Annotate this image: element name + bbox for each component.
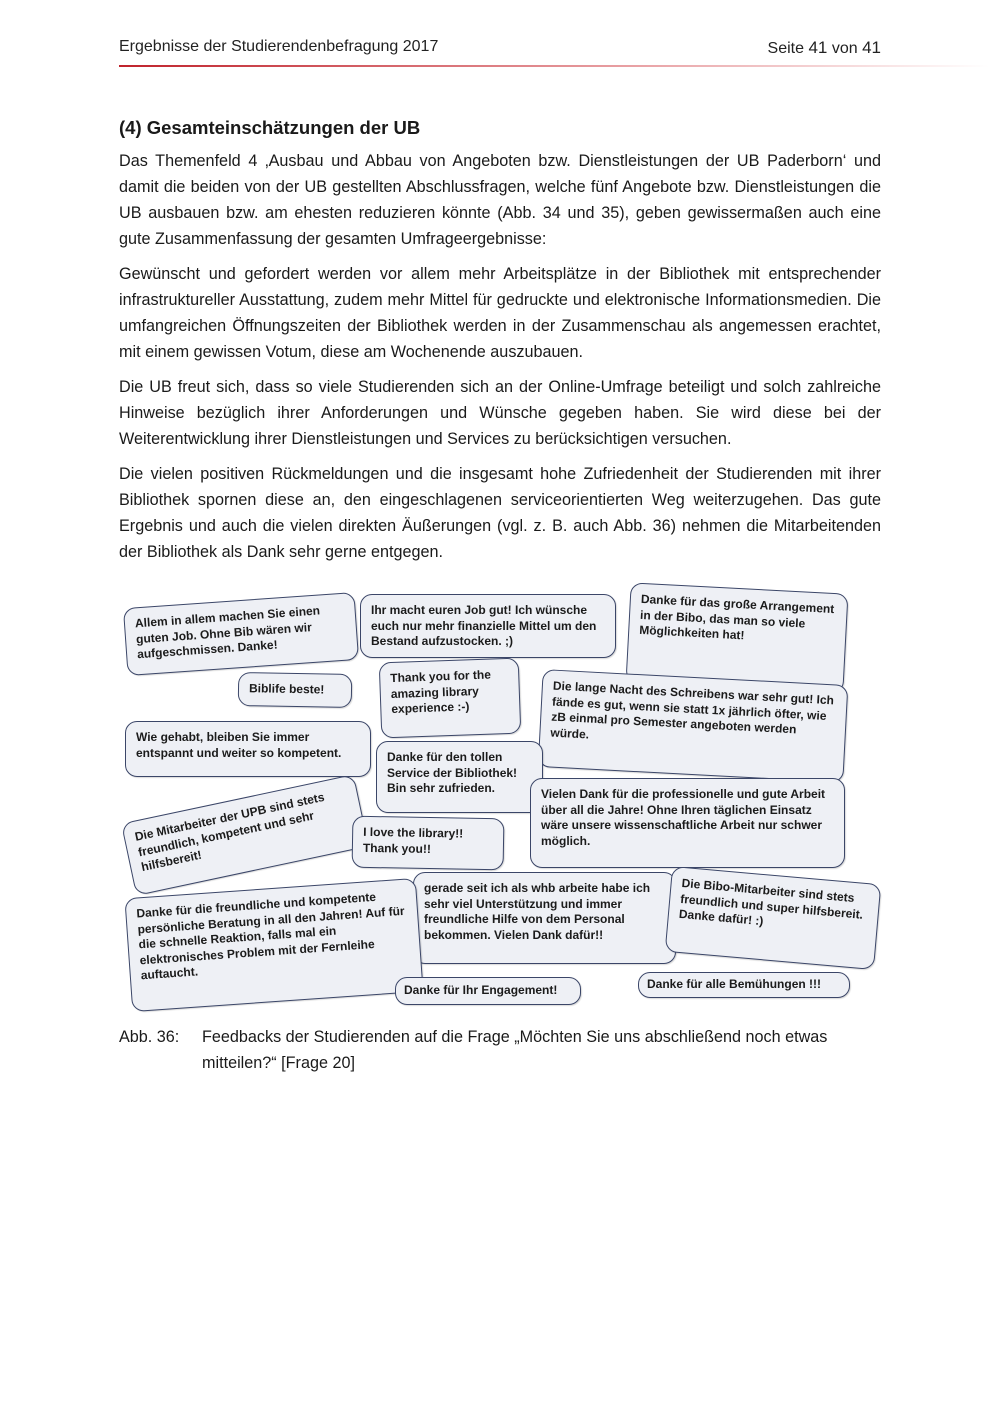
paragraph: Die UB freut sich, dass so viele Studierenden sich an der Online-Umfrage beteiligt und solch zahlreiche Hinweise bezüglich ihrer Anforderungen und Wünsche gegeben haben. Sie wird diese bei der Weiterentwicklung ihrer Dienstleistungen und Services zu berücksichtigen versuchen. [119, 378, 881, 448]
feedback-bubble: gerade seit ich als whb arbeite habe ich sehr viel Unterstützung und immer freundliche Hilfe von dem Personal bekommen. Vielen Dank dafür!! [413, 872, 676, 964]
section-body [119, 148, 881, 574]
feedback-bubble: Die Bibo-Mitarbeiter sind stets freundlich und super hilfsbereit. Danke dafür! :) [665, 866, 882, 970]
page-prefix: Seite [767, 40, 804, 57]
feedback-bubble: Wie gehabt, bleiben Sie immer entspannt und weiter so kompetent. [125, 721, 371, 777]
page-current: 41 [808, 38, 828, 57]
feedback-bubble: Die Mitarbeiter der UPB sind stets freundlich, kompetent und sehr hilfsbereit! [121, 774, 369, 896]
feedback-bubble: Ihr macht euren Job gut! Ich wünsche euch nur mehr finanzielle Mittel um den Bestand aufzustocken. ;) [360, 594, 616, 658]
feedback-bubble: Danke für alle Bemühungen !!! [638, 972, 850, 998]
page-total: 41 [862, 38, 881, 57]
feedback-bubble: Danke für Ihr Engagement! [395, 977, 581, 1005]
feedback-bubble: I love the library!! Thank you!! [352, 816, 505, 871]
section-heading: (4) Gesamteinschätzungen der UB [119, 117, 421, 138]
feedback-bubble: Die lange Nacht des Schreibens war sehr gut! Ich fände es gut, wenn sie statt 1x jährlich öfter, wie zB einmal pro Semester angeboten werden würde. [538, 669, 849, 783]
page-separator: von [831, 40, 858, 57]
document-title: Ergebnisse der Studierendenbefragung 2017 [119, 38, 439, 55]
feedback-bubble: Thank you for the amazing library experience :-) [379, 658, 522, 739]
feedback-bubble: Danke für die freundliche und kompetente persönliche Beratung in all den Jahren! Auf für die schnelle Reaktion, falls mal ein elektronisches Problem mit der Fernleihe auftaucht. [124, 878, 423, 1012]
feedback-bubble: Danke für den tollen Service der Bibliothek! Bin sehr zufrieden. [376, 741, 543, 813]
header-divider [119, 65, 989, 67]
paragraph: Gewünscht und gefordert werden vor allem mehr Arbeitsplätze in der Bibliothek mit entsprechender infrastruktureller Ausstattung, zudem mehr Mittel für gedruckte und elektronische Informationsmedien. Die umfangreichen Öffnungszeiten der Bibliothek werden in der Zusammenschau als angemessen erachtet, mit einem gewissen Votum, diese am Wochenende auszubauen. [119, 265, 881, 361]
paragraph: Die vielen positiven Rückmeldungen und die insgesamt hohe Zufriedenheit der Studierenden mit ihrer Bibliothek spornen diese an, den eingeschlagenen serviceorientierten Weg weiterzugehen. Das gute Ergebnis und auch die vielen direkten Äußerungen (vgl. z. B. auch Abb. 36) nehmen die Mitarbeitenden der Bibliothek als Dank sehr gerne entgegen. [119, 465, 881, 561]
caption-label: Abb. 36: [119, 1028, 180, 1046]
page-number [768, 38, 881, 58]
paragraph: Das Themenfeld 4 ‚Ausbau und Abbau von Angeboten bzw. Dienstleistungen der UB Paderborn‘ und damit die beiden von der UB gestellten Abschlussfragen, welche fünf Angebote bzw. Dienstleistungen die UB ausbauen bzw. am ehesten reduzieren könnte (Abb. 34 und 35), geben gewissermaßen auch eine gute Zusammenfassung der gesamten Umfrageergebnisse: [119, 152, 881, 248]
figure-caption [119, 1024, 881, 1076]
feedback-bubble: Biblife beste! [238, 672, 353, 708]
caption-text: Feedbacks der Studierenden auf die Frage „Möchten Sie uns abschließend noch etwas mitteilen?“ [Frage 20] [202, 1028, 828, 1072]
feedback-bubble: Allem in allem machen Sie einen guten Job. Ohne Bib wären wir aufgeschmissen. Danke! [123, 592, 359, 676]
feedback-bubble: Danke für das große Arrangement in der Bibo, das man so viele Möglichkeiten hat! [626, 582, 849, 693]
feedback-bubble: Vielen Dank für die professionelle und gute Arbeit über all die Jahre! Ohne Ihren täglichen Einsatz wäre unsere wissenschaftliche Arbeit nur schwer möglich. [530, 778, 845, 868]
